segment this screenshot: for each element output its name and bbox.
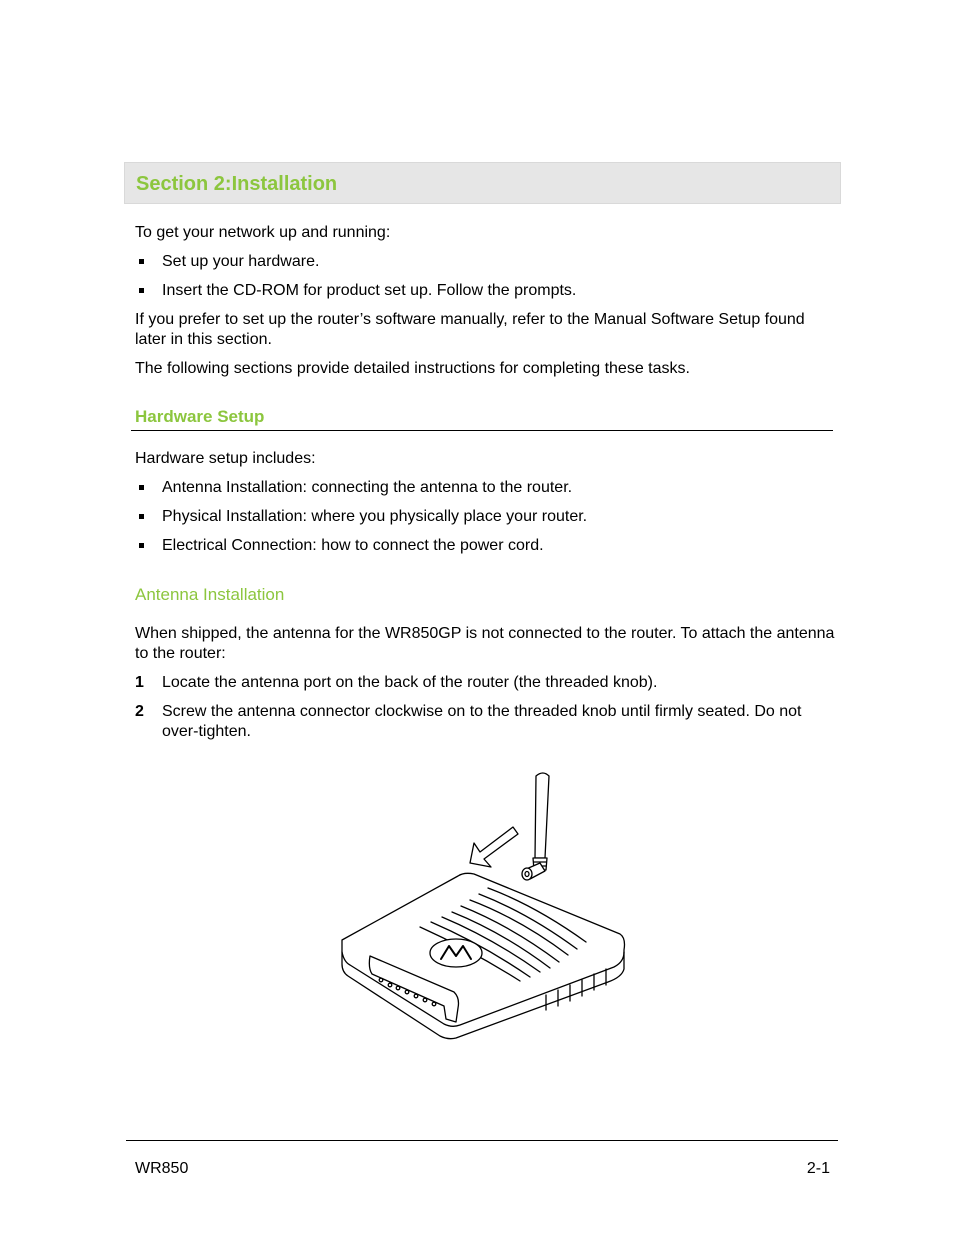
footer-model: WR850	[135, 1160, 189, 1177]
list-item-text: Antenna Installation: connecting the antenna to the router.	[162, 479, 573, 496]
bullet-marker	[139, 259, 144, 264]
heading-rule	[131, 430, 833, 431]
router-body	[342, 873, 625, 1038]
step-text: Locate the antenna port on the back of the router (the threaded knob).	[162, 674, 658, 691]
bullet-marker	[139, 485, 144, 490]
hardware-lead: Hardware setup includes:	[135, 450, 316, 467]
step-number: 2	[135, 703, 144, 720]
step-number: 1	[135, 674, 144, 691]
list-item-text: Physical Installation: where you physically place your router.	[162, 508, 588, 525]
list-item-text: Insert the CD-ROM for product set up. Follow the prompts.	[162, 282, 577, 299]
step-text: Screw the antenna connector clockwise on to the threaded knob until firmly seated. Do not over-tighten.	[162, 703, 802, 740]
antenna-drawing	[522, 773, 549, 880]
intro-paragraph: If you prefer to set up the router’s software manually, refer to the Manual Software Setup found later in this section.	[135, 311, 805, 348]
footer-rule	[126, 1140, 838, 1141]
list-item-text: Electrical Connection: how to connect the power cord.	[162, 537, 544, 554]
antenna-lead: When shipped, the antenna for the WR850GP is not connected to the router. To attach the antenna to the router:	[135, 625, 835, 662]
bullet-marker	[139, 543, 144, 548]
intro-paragraph: The following sections provide detailed instructions for completing these tasks.	[135, 360, 690, 377]
bullet-marker	[139, 514, 144, 519]
antenna-heading: Antenna Installation	[135, 585, 285, 604]
bullet-marker	[139, 288, 144, 293]
arrow-icon	[470, 827, 518, 867]
list-item-text: Set up your hardware.	[162, 253, 320, 270]
section-title: Section 2:Installation	[136, 173, 338, 195]
intro-lead: To get your network up and running:	[135, 224, 391, 241]
section-banner	[124, 162, 841, 204]
page-number: 2-1	[806, 1160, 830, 1177]
hardware-heading: Hardware Setup	[135, 407, 265, 426]
router-illustration	[336, 766, 632, 1046]
